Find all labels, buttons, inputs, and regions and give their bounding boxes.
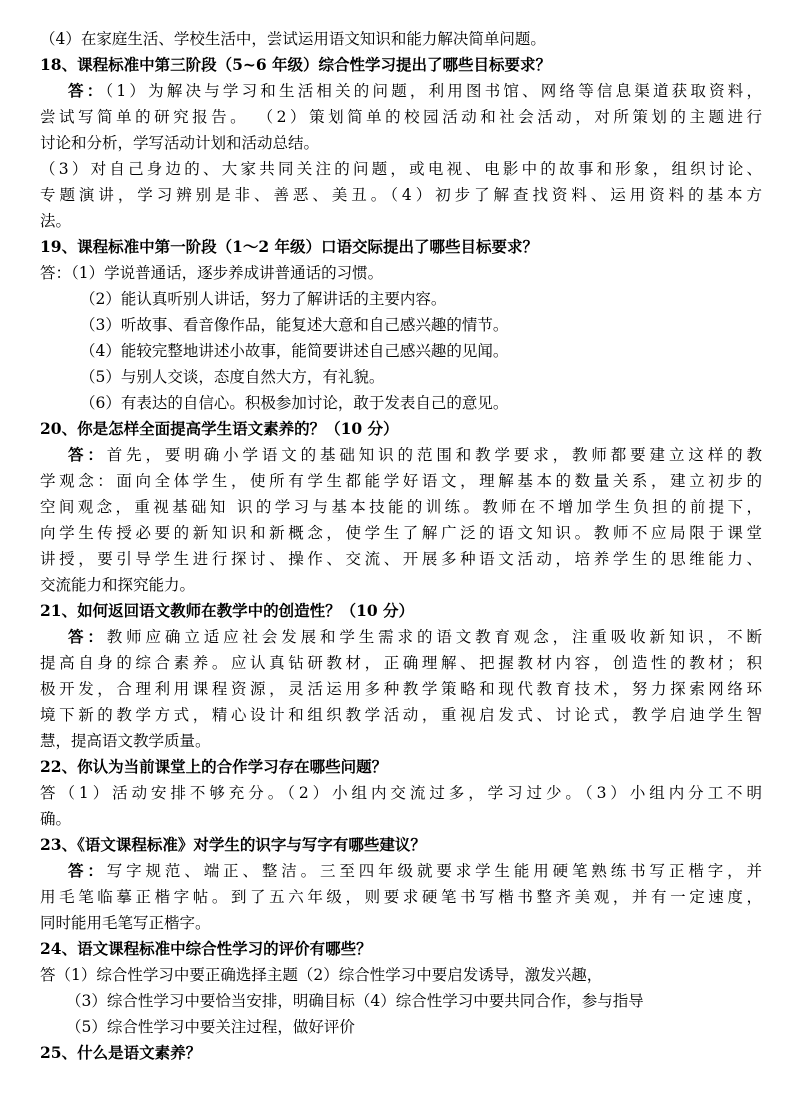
answer-first-line [40, 442, 762, 468]
answer-first-line [40, 78, 762, 104]
question-heading: 23、《语文课程标准》对学生的识字与写字有哪些建议？ [40, 835, 426, 854]
text-line: 提高自身的综合素养。应认真钻研教材，正确理解、把握教材内容，创造性的教材；积 [40, 654, 762, 672]
text-line: 交流能力和探究能力。 [40, 576, 196, 594]
text-line: （3）对自己身边的、大家共同关注的问题，或电视、电影中的故事和形象，组织讨论、 [40, 160, 762, 178]
text-line: 慧，提高语文教学质量。 [40, 732, 211, 750]
text-line: 确。 [40, 810, 72, 828]
text-line: 答（1）综合性学习中要正确选择主题（2）综合性学习中要启发诱导，激发兴趣， [40, 966, 603, 984]
text-line: （4）在家庭生活、学校生活中，尝试运用语文知识和能力解决简单问题。 [40, 30, 546, 48]
text-line: 讨论和分析，学写活动计划和活动总结。 [40, 134, 320, 152]
question-heading: 18、课程标准中第三阶段（5~6 年级）综合性学习提出了哪些目标要求？ [40, 55, 552, 74]
text-line: 尝试写简单的研究报告。 （2）策划简单的校园活动和社会活动，对所策划的主题进行 [40, 108, 762, 126]
question-heading: 19、课程标准中第一阶段（1～2 年级）口语交际提出了哪些目标要求？ [40, 237, 539, 256]
text-line: （5）与别人交谈，态度自然大方，有礼貌。 [80, 368, 385, 386]
answer-text: 首先，要明确小学语文的基础知识的范围和教学要求，教师都要建立这样的教 [106, 446, 762, 464]
text-line: 答：（1）学说普通话，逐步养成讲普通话的习惯。 [40, 264, 384, 282]
answer-text: 写字规范、端正、整洁。三至四年级就要求学生能用硬笔熟练书写正楷字，并 [106, 862, 762, 880]
text-line: 用毛笔临摹正楷字帖。到了五六年级，则要求硬笔书写楷书整齐美观，并有一定速度， [40, 888, 762, 906]
answer-label: 答： [68, 861, 107, 880]
text-line: 专题演讲，学习辨别是非、善恶、美丑。（4）初步了解查找资料、运用资料的基本方 [40, 186, 762, 204]
text-line: （3）综合性学习中要恰当安排，明确目标（4）综合性学习中要共同合作，参与指导 [66, 992, 644, 1010]
text-line: 向学生传授必要的新知识和新概念，使学生了解广泛的语文知识。教师不应局限于课堂 [40, 524, 762, 542]
text-line: （6）有表达的自信心。积极参加讨论，敢于发表自己的意见。 [80, 394, 509, 412]
text-line: 极开发，合理利用课程资源，灵活运用多种教学策略和现代教育技术，努力探索网络环 [40, 680, 762, 698]
text-line: 同时能用毛笔写正楷字。 [40, 914, 211, 932]
answer-first-line [40, 858, 762, 884]
text-line: 讲授，要引导学生进行探讨、操作、交流、开展多种语文活动，培养学生的思维能力、 [40, 550, 762, 568]
answer-text: （1）为解决与学习和生活相关的问题，利用图书馆、网络等信息渠道获取资料， [105, 82, 762, 100]
question-heading: 21、如何返回语文教师在教学中的创造性？（10 分） [40, 601, 415, 620]
answer-first-line [40, 624, 762, 650]
answer-label: 答： [68, 627, 107, 646]
question-heading: 24、语文课程标准中综合性学习的评价有哪些？ [40, 939, 372, 958]
question-heading: 22、你认为当前课堂上的合作学习存在哪些问题？ [40, 757, 388, 776]
text-line: 空间观念，重视基础知 识的学习与基本技能的训练。教师在不增加学生负担的前提下， [40, 498, 762, 516]
text-line: （4）能较完整地讲述小故事，能简要讲述自己感兴趣的见闻。 [80, 342, 509, 360]
text-line: 答（1）活动安排不够充分。（2）小组内交流过多，学习过少。（3）小组内分工不明 [40, 784, 762, 802]
text-line: （5）综合性学习中要关注过程，做好评价 [66, 1018, 355, 1036]
text-line: 境下新的教学方式，精心设计和组织教学活动，重视启发式、讨论式，教学启迪学生智 [40, 706, 762, 724]
answer-label: 答： [68, 81, 106, 100]
text-line: （3）听故事、看音像作品，能复述大意和自己感兴趣的情节。 [80, 316, 509, 334]
answer-label: 答： [68, 445, 107, 464]
text-line: 法。 [40, 212, 72, 230]
text-line: 学观念：面向全体学生，使所有学生都能学好语文，理解基本的数量关系，建立初步的 [40, 472, 762, 490]
text-line: （2）能认真听别人讲话，努力了解讲话的主要内容。 [80, 290, 447, 308]
question-heading: 20、你是怎样全面提高学生语文素养的？（10 分） [40, 419, 399, 438]
question-heading: 25、什么是语文素养？ [40, 1043, 202, 1062]
answer-text: 教师应确立适应社会发展和学生需求的语文教育观念，注重吸收新知识，不断 [106, 628, 762, 646]
